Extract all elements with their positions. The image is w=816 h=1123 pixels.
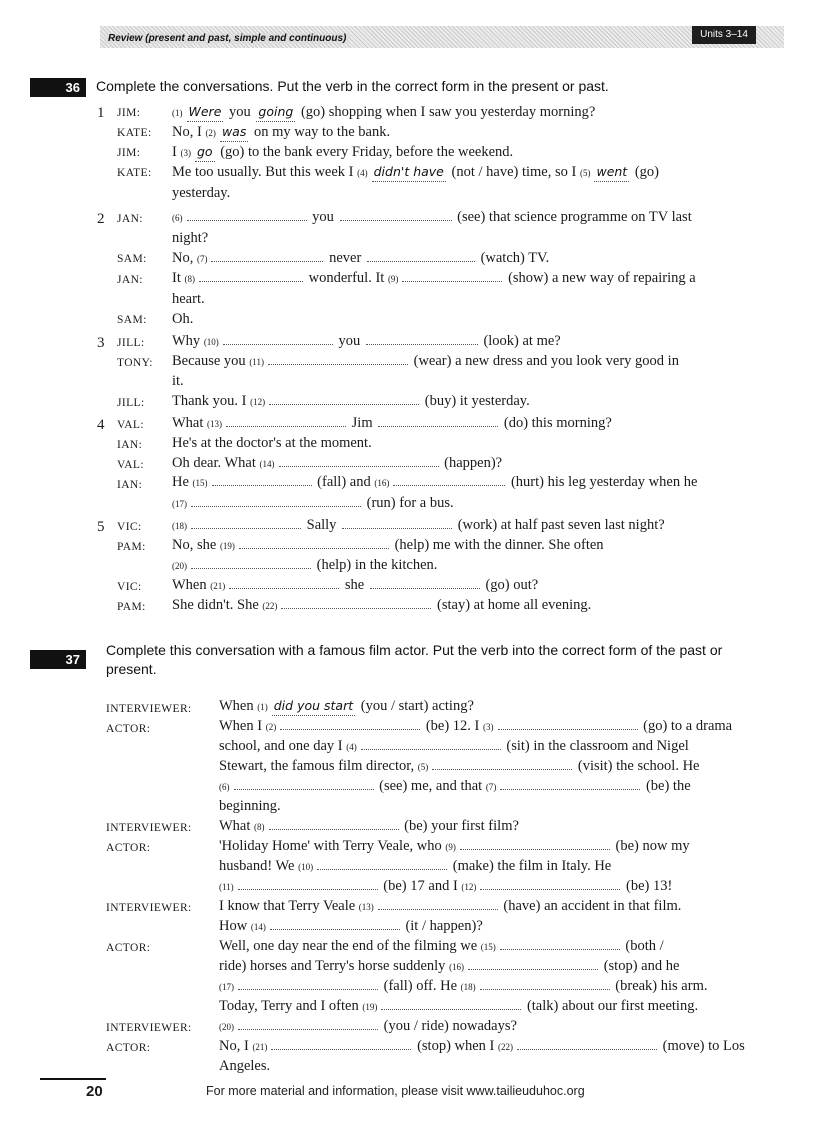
speaker-label: JILL: <box>117 337 145 349</box>
speaker-label: JAN: <box>117 213 143 225</box>
conversation-line: school, and one day I (4) (sit) in the classroom and Nigel <box>219 738 689 754</box>
conversation-line: What (8) (be) your first film? <box>219 818 519 834</box>
conversation-1-number: 1 <box>97 105 105 121</box>
conversation-line: Oh. <box>172 311 194 327</box>
gap-number: (17) <box>219 982 234 992</box>
speaker-label: JAN: <box>117 274 143 286</box>
conversation-line: When I (2) (be) 12. I (3) (go) to a drama <box>219 718 733 734</box>
gap-number: (22) <box>498 1042 514 1052</box>
conversation-line: Well, one day near the end of the filming we (15) (both / <box>219 938 664 954</box>
conversation-3-number: 3 <box>97 335 105 351</box>
answer-blank[interactable] <box>268 355 408 365</box>
answer-blank[interactable] <box>500 780 640 790</box>
header-title: Review (present and past, simple and continuous) <box>104 33 350 44</box>
filled-answer[interactable]: was <box>220 123 248 142</box>
units-badge: Units 3–14 <box>692 26 756 44</box>
answer-blank[interactable] <box>191 519 301 529</box>
gap-number: (7) <box>485 782 497 792</box>
speaker-label: KATE: <box>117 127 152 139</box>
conversation-line: (20) (you / ride) nowadays? <box>219 1018 517 1034</box>
answer-blank[interactable] <box>238 980 378 990</box>
answer-blank[interactable] <box>370 579 480 589</box>
gap-number: (10) <box>298 862 314 872</box>
answer-blank[interactable] <box>460 840 610 850</box>
answer-blank[interactable] <box>191 497 361 507</box>
speaker-label: JILL: <box>117 397 145 409</box>
speaker-label: INTERVIEWER: <box>106 822 192 834</box>
speaker-label: VIC: <box>117 581 142 593</box>
conversation-line: (18) Sally (work) at half past seven last night? <box>172 517 665 533</box>
answer-blank[interactable] <box>378 900 498 910</box>
conversation-line: (17) (fall) off. He (18) (break) his arm. <box>219 978 708 994</box>
gap-number: (6) <box>172 213 183 223</box>
conversation-line: No, she (19) (help) me with the dinner. She often <box>172 537 604 553</box>
gap-number: (14) <box>259 459 275 469</box>
answer-blank[interactable] <box>226 417 346 427</box>
speaker-label: INTERVIEWER: <box>106 703 192 715</box>
gap-number: (11) <box>249 357 264 367</box>
gap-number: (17) <box>172 499 187 509</box>
answer-blank[interactable] <box>212 476 312 486</box>
conversation-5-number: 5 <box>97 519 105 535</box>
speaker-label: JIM: <box>117 107 141 119</box>
exercise-36-instruction: Complete the conversations. Put the verb in the correct form in the present or past. <box>96 78 609 94</box>
gap-number: (5) <box>579 168 591 178</box>
conversation-line: It (8) wonderful. It (9) (show) a new way of repairing a <box>172 270 696 286</box>
gap-number: (14) <box>250 922 266 932</box>
gap-number: (2) <box>205 128 216 138</box>
speaker-label: VAL: <box>117 459 144 471</box>
gap-number: (15) <box>192 478 208 488</box>
conversation-line: No, (7) never (watch) TV. <box>172 250 550 266</box>
gap-number: (1) <box>257 702 268 712</box>
conversation-line: Because you (11) (wear) a new dress and you look very good in <box>172 353 679 369</box>
gap-number: (5) <box>417 762 429 772</box>
gap-number: (16) <box>374 478 390 488</box>
gap-number: (9) <box>445 842 456 852</box>
gap-number: (8) <box>254 822 265 832</box>
answer-blank[interactable] <box>480 980 610 990</box>
answer-blank[interactable] <box>498 720 638 730</box>
gap-number: (15) <box>480 942 496 952</box>
gap-number: (1) <box>172 108 183 118</box>
gap-number: (16) <box>449 962 465 972</box>
conversation-line: When (21) she (go) out? <box>172 577 539 593</box>
gap-number: (7) <box>196 254 208 264</box>
exercise-37-number: 37 <box>30 650 86 669</box>
conversation-line: Angeles. <box>219 1058 271 1074</box>
gap-number: (21) <box>210 581 226 591</box>
conversation-line: No, I (2) was on my way to the bank. <box>172 124 391 140</box>
answer-blank[interactable] <box>393 476 505 486</box>
footer-note: For more material and information, please visit www.tailieuduhoc.org <box>206 1084 585 1098</box>
conversation-line: (17) (run) for a bus. <box>172 495 454 511</box>
speaker-label: SAM: <box>117 253 147 265</box>
gap-number: (4) <box>357 168 368 178</box>
conversation-line: I (3) go (go) to the bank every Friday, before the weekend. <box>172 144 514 160</box>
speaker-label: ACTOR: <box>106 842 151 854</box>
gap-number: (6) <box>219 782 230 792</box>
filled-answer[interactable]: go <box>195 143 215 162</box>
gap-number: (3) <box>180 148 191 158</box>
gap-number: (19) <box>362 1002 378 1012</box>
gap-number: (12) <box>461 882 477 892</box>
gap-number: (18) <box>460 982 476 992</box>
gap-number: (2) <box>265 722 277 732</box>
answer-blank[interactable] <box>517 1040 657 1050</box>
answer-blank[interactable] <box>366 335 478 345</box>
answer-blank[interactable] <box>269 395 419 405</box>
speaker-label: SAM: <box>117 314 147 326</box>
answer-blank[interactable] <box>342 519 452 529</box>
answer-blank[interactable] <box>279 457 439 467</box>
conversation-line: How (14) (it / happen)? <box>219 918 483 934</box>
gap-number: (19) <box>219 541 235 551</box>
answer-blank[interactable] <box>340 211 452 221</box>
answer-blank[interactable] <box>480 880 620 890</box>
conversation-line: night? <box>172 230 209 246</box>
speaker-label: KATE: <box>117 167 152 179</box>
gap-number: (10) <box>203 337 219 347</box>
conversation-line: I know that Terry Veale (13) (have) an accident in that film. <box>219 898 682 914</box>
answer-blank[interactable] <box>317 860 447 870</box>
speaker-label: INTERVIEWER: <box>106 902 192 914</box>
gap-number: (8) <box>184 274 195 284</box>
answer-blank[interactable] <box>238 880 378 890</box>
conversation-line: Me too usually. But this week I (4) didn't have (not / have) time, so I (5) went (go) <box>172 164 660 180</box>
gap-number: (20) <box>219 1022 234 1032</box>
conversation-line: What (13) Jim (do) this morning? <box>172 415 612 431</box>
conversation-line: She didn't. She (22) (stay) at home all evening. <box>172 597 592 613</box>
answer-blank[interactable] <box>187 211 307 221</box>
gap-number: (4) <box>346 742 357 752</box>
answer-blank[interactable] <box>211 252 323 262</box>
conversation-line: ride) horses and Terry's horse suddenly (16) (stop) and he <box>219 958 680 974</box>
speaker-label: PAM: <box>117 601 146 613</box>
speaker-label: VAL: <box>117 419 144 431</box>
gap-number: (13) <box>358 902 374 912</box>
gap-number: (18) <box>172 521 187 531</box>
answer-blank[interactable] <box>223 335 333 345</box>
answer-blank[interactable] <box>238 1020 378 1030</box>
answer-blank[interactable] <box>361 740 501 750</box>
filled-answer[interactable]: didn't have <box>372 163 446 182</box>
speaker-label: JIM: <box>117 147 141 159</box>
gap-number: (11) <box>219 882 234 892</box>
speaker-label: ACTOR: <box>106 942 151 954</box>
answer-blank[interactable] <box>269 820 399 830</box>
answer-blank[interactable] <box>402 272 502 282</box>
conversation-4-number: 4 <box>97 417 105 433</box>
conversation-line: He's at the doctor's at the moment. <box>172 435 372 451</box>
answer-blank[interactable] <box>468 960 598 970</box>
speaker-label: VIC: <box>117 521 142 533</box>
page-number: 20 <box>86 1083 103 1100</box>
conversation-line: (6) you (see) that science programme on TV last <box>172 209 692 225</box>
answer-blank[interactable] <box>381 1000 521 1010</box>
conversation-line: (20) (help) in the kitchen. <box>172 557 438 573</box>
filled-answer[interactable]: Were <box>187 103 224 122</box>
speaker-label: IAN: <box>117 479 143 491</box>
conversation-line: heart. <box>172 291 205 307</box>
gap-number: (3) <box>483 722 494 732</box>
conversation-line: yesterday. <box>172 185 231 201</box>
answer-blank[interactable] <box>432 760 572 770</box>
answer-blank[interactable] <box>239 539 389 549</box>
answer-blank[interactable] <box>378 417 498 427</box>
conversation-line: beginning. <box>219 798 281 814</box>
conversation-line: Why (10) you (look) at me? <box>172 333 561 349</box>
gap-number: (9) <box>387 274 399 284</box>
answer-blank[interactable] <box>270 920 400 930</box>
answer-blank[interactable] <box>367 252 475 262</box>
filled-answer[interactable]: went <box>594 163 629 182</box>
filled-answer[interactable]: going <box>256 103 295 122</box>
filled-answer[interactable]: did you start <box>272 697 355 716</box>
answer-blank[interactable] <box>500 940 620 950</box>
conversation-line: it. <box>172 373 184 389</box>
conversation-line: Today, Terry and I often (19) (talk) about our first meeting. <box>219 998 699 1014</box>
conversation-line: (6) (see) me, and that (7) (be) the <box>219 778 691 794</box>
conversation-line: He (15) (fall) and (16) (hurt) his leg yesterday when he <box>172 474 698 490</box>
conversation-line: 'Holiday Home' with Terry Veale, who (9) (be) now my <box>219 838 690 854</box>
speaker-label: ACTOR: <box>106 723 151 735</box>
speaker-label: TONY: <box>117 357 153 369</box>
exercise-37-instruction: Complete this conversation with a famous film actor. Put the verb into the correct form of the past or present. <box>106 642 723 677</box>
answer-blank[interactable] <box>229 579 339 589</box>
answer-blank[interactable] <box>199 272 303 282</box>
gap-number: (13) <box>207 419 223 429</box>
conversation-line: Oh dear. What (14) (happen)? <box>172 455 503 471</box>
gap-number: (22) <box>262 601 278 611</box>
speaker-label: ACTOR: <box>106 1042 151 1054</box>
gap-number: (20) <box>172 561 187 571</box>
conversation-line: No, I (21) (stop) when I (22) (move) to Los <box>219 1038 745 1054</box>
conversation-line: Stewart, the famous film director, (5) (visit) the school. He <box>219 758 700 774</box>
conversation-2-number: 2 <box>97 211 105 227</box>
conversation-line: Thank you. I (12) (buy) it yesterday. <box>172 393 530 409</box>
speaker-label: PAM: <box>117 541 146 553</box>
answer-blank[interactable] <box>234 780 374 790</box>
conversation-line: (11) (be) 17 and I (12) (be) 13! <box>219 878 673 894</box>
conversation-line: husband! We (10) (make) the film in Italy. He <box>219 858 612 874</box>
answer-blank[interactable] <box>280 720 420 730</box>
speaker-label: INTERVIEWER: <box>106 1022 192 1034</box>
conversation-line: (1) Were you going (go) shopping when I saw you yesterday morning? <box>172 104 596 120</box>
conversation-line: When (1) did you start (you / start) acting? <box>219 698 474 714</box>
speaker-label: IAN: <box>117 439 143 451</box>
gap-number: (12) <box>250 397 266 407</box>
gap-number: (21) <box>252 1042 268 1052</box>
answer-blank[interactable] <box>271 1040 411 1050</box>
answer-blank[interactable] <box>191 559 311 569</box>
footer-rule <box>40 1078 106 1080</box>
answer-blank[interactable] <box>281 599 431 609</box>
exercise-36-number: 36 <box>30 78 86 97</box>
